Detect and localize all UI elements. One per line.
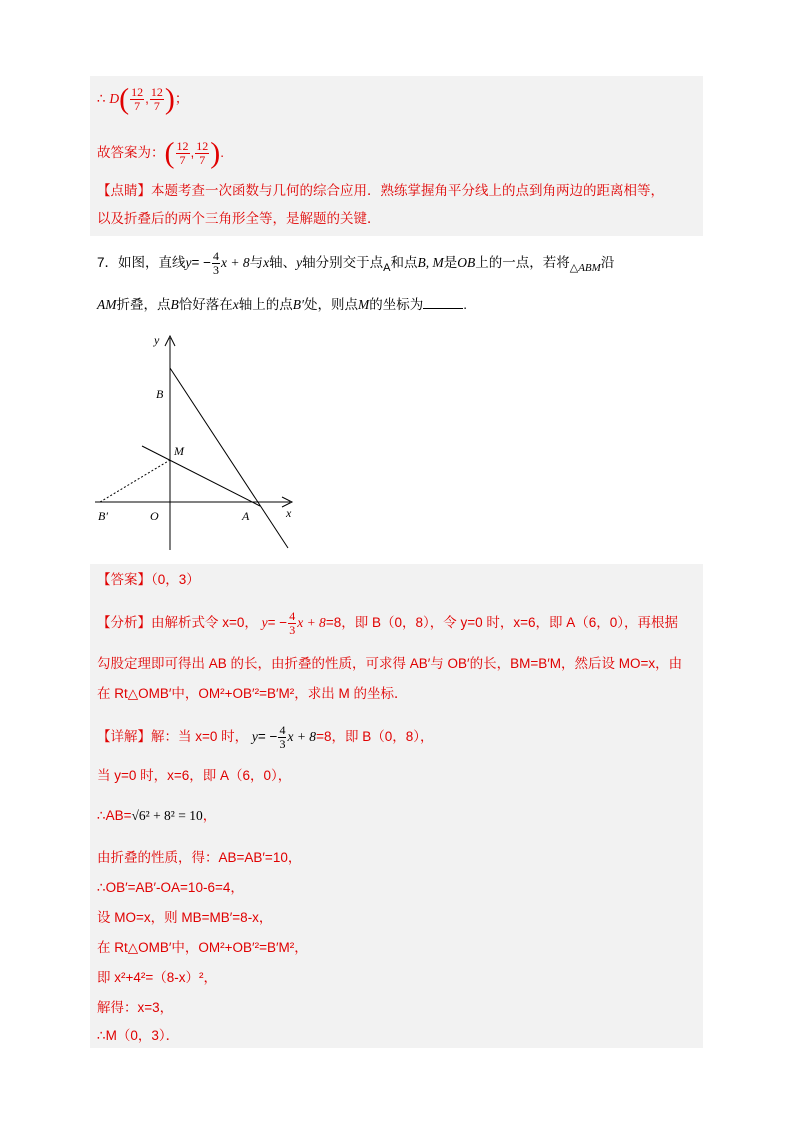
text: 上的一点，若将 [475,255,570,271]
step-text: 由折叠的性质，得：AB=AB′=10， [97,850,302,865]
text: 和点 [390,255,418,271]
left-paren: ( [119,82,130,116]
math-y: y [185,255,192,271]
analysis-line-3 [97,684,407,704]
point-b-prime: B′ [292,297,304,312]
text: 恰好落在 [178,297,233,312]
label-b-prime: B′ [98,509,108,523]
step-text: 解得：x=3， [97,1000,174,1015]
point-b: B [170,297,179,312]
answer-blank [423,294,463,309]
step-9 [97,1026,179,1046]
question-number: 7．如图，直线 [97,255,186,271]
detail-text: 解：当 x=0 时， [151,729,249,745]
step-text: 当 y=0 时，x=6，即 A（6，0）， [97,768,292,783]
points-bm: B, M [417,255,444,271]
question-line-2 [97,294,467,315]
comment-line-2 [97,209,381,229]
fraction-denominator: 3 [279,737,286,751]
answer-label: 【答案】 [97,572,151,587]
fraction-2 [150,86,164,113]
fraction-denominator: 3 [213,263,220,277]
segment-ob: OB [457,255,476,271]
fraction-2 [195,140,209,167]
text: 轴、 [269,255,297,271]
point-d-label: D [109,91,120,107]
fraction-denominator: 7 [153,99,160,113]
analysis-text: 在 Rt△OMB′中，OM²+OB′²=B′M²，求出 M 的坐标． [97,686,408,701]
step-text: ∴AB= [97,808,132,823]
step-text: 即 x²+4²=（8-x）²， [97,970,218,985]
left-paren: ( [164,136,175,170]
analysis-label: 【分析】 [97,615,151,631]
math-x: x [232,297,239,312]
analysis-line-1 [97,610,678,637]
period: . [220,145,225,161]
text: 轴分别交于点 [302,255,384,271]
label-o: O [150,509,159,523]
text: 与 [249,255,264,271]
period: . [463,297,467,312]
text: 处，则点 [303,297,358,312]
step-text: ∴OB′=AB′-OA=10-6=4， [97,880,244,895]
math-x: x [263,255,270,271]
right-paren: ) [210,136,221,170]
math-equals: = − [257,729,278,745]
text: 沿 [600,255,615,271]
slope-fraction [278,724,286,751]
triangle-abm: △ABM [569,262,601,275]
step-2 [97,806,216,826]
fraction-numerator: 4 [279,723,286,737]
fraction-denominator: 3 [289,623,296,637]
right-paren: ) [164,82,175,116]
line-ab [170,368,288,548]
fraction-numerator: 12 [196,139,209,153]
label-x: x [286,506,292,520]
answer-value: （0，3） [151,572,200,587]
answer-prefix: 故答案为： [97,145,165,161]
semicolon: ； [174,91,189,107]
point-m: M [357,297,370,312]
step-text: 在 Rt△OMB′中，OM²+OB′²=B′M²， [97,940,308,955]
fraction-numerator: 12 [176,139,189,153]
detail-line-1 [97,724,433,751]
math-y: y [296,255,303,271]
label-b: B [156,387,164,401]
detail-label: 【详解】 [97,729,151,745]
analysis-text: =8，即 B（0，8），令 y=0 时，x=6，即 A（6，0），再根据 [325,615,679,631]
comma: , [145,91,149,107]
step-text: 设 MO=x，则 MB=MB′=8-x， [97,910,273,925]
therefore-symbol: ∴ [97,91,106,107]
step-text: ， [202,808,217,823]
math-y: y [261,615,268,631]
fraction-denominator: 7 [134,99,141,113]
comma: , [190,145,195,161]
fraction-numerator: 4 [213,249,220,263]
text: 的坐标为 [369,297,424,312]
step-8 [97,998,173,1018]
math-equals: = − [191,255,212,271]
analysis-text: 勾股定理即可得出 AB 的长，由折叠的性质，可求得 AB′与 OB′的长，BM=B′M，然后设 MO=x，由 [97,656,683,671]
fraction-numerator: 4 [289,609,296,623]
math-y: y [251,729,258,745]
fraction-denominator: 7 [179,153,186,167]
comment-text: 以及折叠后的两个三角形全等，是解题的关键． [97,211,381,226]
answer-line [97,136,225,170]
step-5 [97,908,272,928]
answer-row [97,570,200,590]
fraction-numerator: 12 [150,85,163,99]
question-line-1 [97,250,614,278]
math-equals: = − [267,615,288,631]
text: 是 [443,255,458,271]
step-text: ∴M（0，3）． [97,1028,180,1043]
label-m: M [174,444,184,458]
slope-fraction [212,250,220,277]
point-a: A [383,262,391,275]
segment-am: AM [97,297,117,312]
step-3 [97,848,301,868]
point-d-line [97,82,189,116]
slope-fraction [288,610,296,637]
fraction-1 [130,86,144,113]
detail-text: =8，即 B（0，8）， [316,729,434,745]
step-1 [97,766,291,786]
step-7 [97,968,217,988]
sqrt-expression: √6² + 8² = 10 [131,808,203,823]
fraction-denominator: 7 [199,153,206,167]
math-tail: x + 8 [221,255,250,271]
geometry-figure [90,330,310,560]
text: 轴上的点 [238,297,293,312]
text: 折叠，点 [116,297,171,312]
label-a: A [242,509,250,523]
comment-label: 【点睛】 [97,183,151,198]
math-tail: x + 8 [297,615,326,631]
step-4 [97,878,244,898]
line-b-prime-m [100,460,170,502]
comment-line-1 [97,181,664,201]
comment-text: 本题考查一次函数与几何的综合应用．熟练掌握角平分线上的点到角两边的距离相等， [151,183,664,198]
fraction-numerator: 12 [131,85,144,99]
fraction-1 [176,140,190,167]
line-am [142,446,260,506]
math-tail: x + 8 [287,729,317,745]
analysis-line-2 [97,654,682,674]
step-6 [97,938,308,958]
label-y: y [154,333,160,347]
analysis-text: 由解析式令 x=0， [151,615,258,631]
